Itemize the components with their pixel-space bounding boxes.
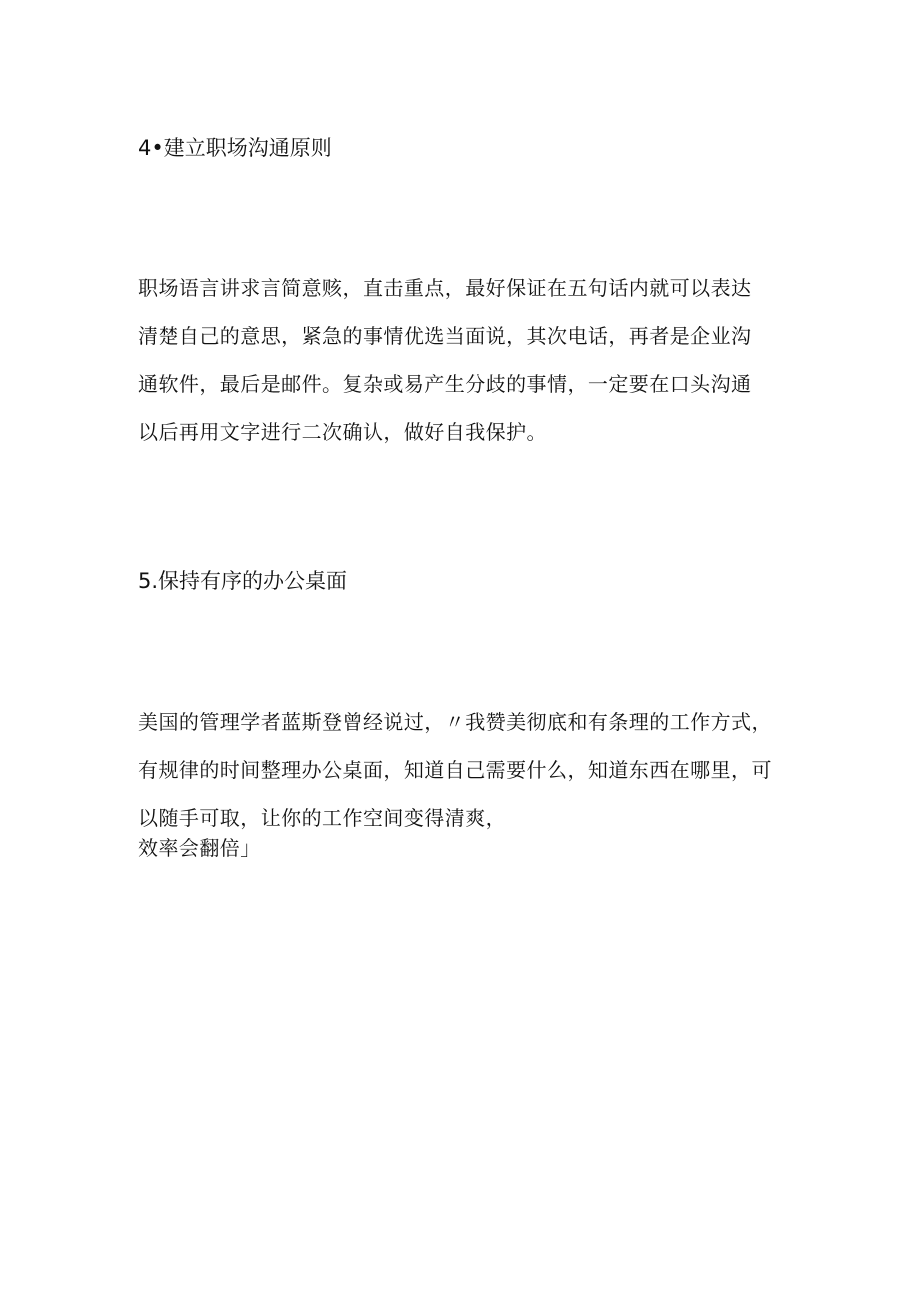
paragraph-line: 以后再用文字进行二次确认，做好自我保护。 (138, 420, 547, 444)
paragraph-line: 有规律的时间整理办公桌面，知道自己需要什么，知道东西在哪里，可 (138, 758, 772, 782)
paragraph-line: 以随手可取，让你的工作空间变得清爽， (138, 806, 507, 830)
paragraph-line: 职场语言讲求言简意赅，直击重点，最好保证在五句话内就可以表达 (138, 276, 752, 300)
paragraph-line: 通软件，最后是邮件。复杂或易产生分歧的事情，一定要在口头沟通 (138, 372, 752, 396)
section-4-heading: 4•建立职场沟通原则 (138, 136, 332, 160)
section-4-paragraph (138, 273, 818, 465)
paragraph-line: 效率会翻倍」 (138, 836, 261, 860)
section-5-heading: 5.保持有序的办公桌面 (138, 569, 348, 593)
paragraph-line: 美国的管理学者蓝斯登曾经说过，〃我赞美彻底和有条理的工作方式， (138, 710, 772, 734)
paragraph-line: 清楚自己的意思，紧急的事情优选当面说，其次电话，再者是企业沟 (138, 324, 752, 348)
section-5-paragraph (138, 707, 818, 881)
